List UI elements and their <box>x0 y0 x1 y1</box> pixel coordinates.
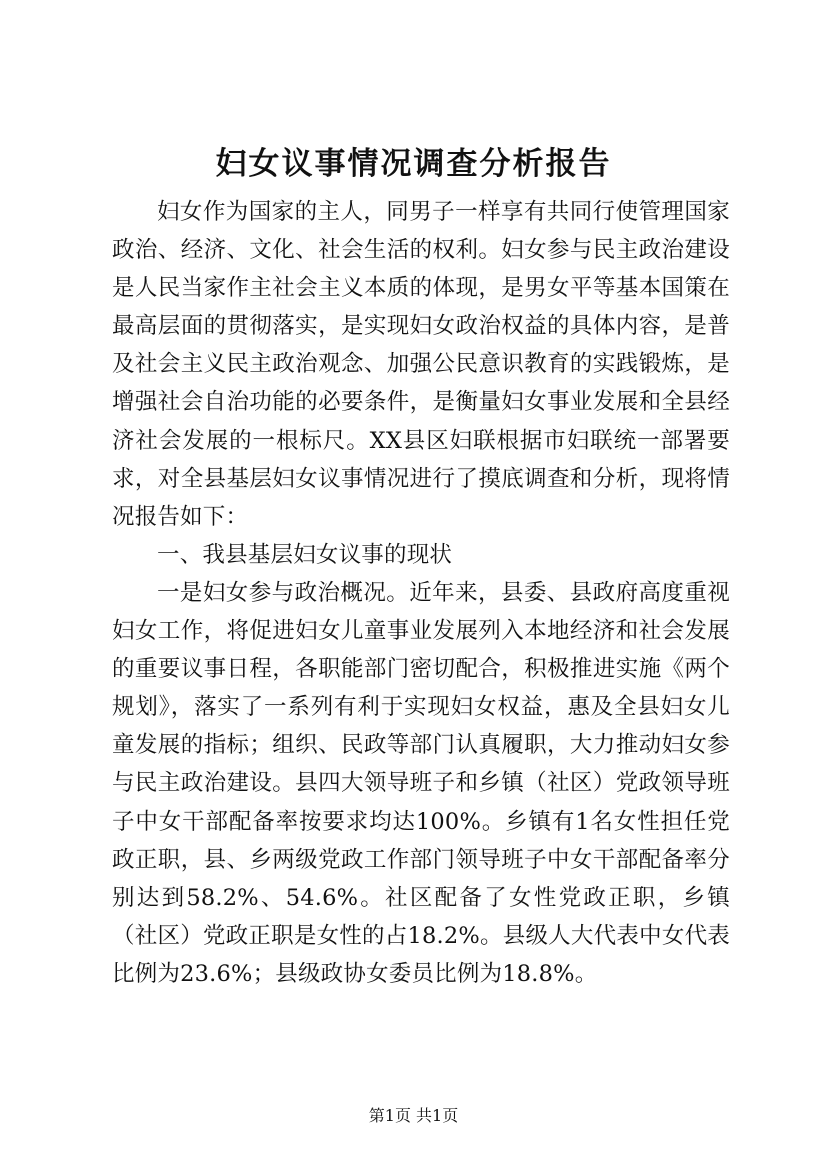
document-body <box>112 193 730 993</box>
document-title: 妇女议事情况调查分析报告 <box>215 146 612 182</box>
page-footer: 第1页 共1页 <box>368 1106 459 1125</box>
paragraph-intro: 妇女作为国家的主人，同男子一样享有共同行使管理国家政治、经济、文化、社会生活的权利。妇女参与民主政治建设是人民当家作主社会主义本质的体现，是男女平等基本国策在最高层面的贯彻落实，是实现妇女政治权益的具体内容，是普及社会主义民主政治观念、加强公民意识教育的实践锻炼，是增强社会自治功能的必要条件，是衡量妇女事业发展和全县经济社会发展的一根标尺。XX县区妇联根据市妇联统一部署要求，对全县基层妇女议事情况进行了摸底调查和分析，现将情况报告如下： <box>112 199 730 530</box>
section-heading: 一、我县基层妇女议事的现状 <box>157 541 453 568</box>
paragraph-status: 一是妇女参与政治概况。近年来，县委、县政府高度重视妇女工作，将促进妇女儿童事业发展列入本地经济和社会发展的重要议事日程，各职能部门密切配合，积极推进实施《两个规划》，落实了一系列有利于实现妇女权益，惠及全县妇女儿童发展的指标；组织、民政等部门认真履职，大力推动妇女参与民主政治建设。县四大领导班子和乡镇（社区）党政领导班子中女干部配备率按要求均达100%。乡镇有1名女性担任党政正职，县、乡两级党政工作部门领导班子中女干部配备率分别达到58.2%、54.6%。社区配备了女性党政正职，乡镇（社区）党政正职是女性的占18.2%。县级人大代表中女代表比例为23.6%；县级政协女委员比例为18.8%。 <box>112 579 730 987</box>
